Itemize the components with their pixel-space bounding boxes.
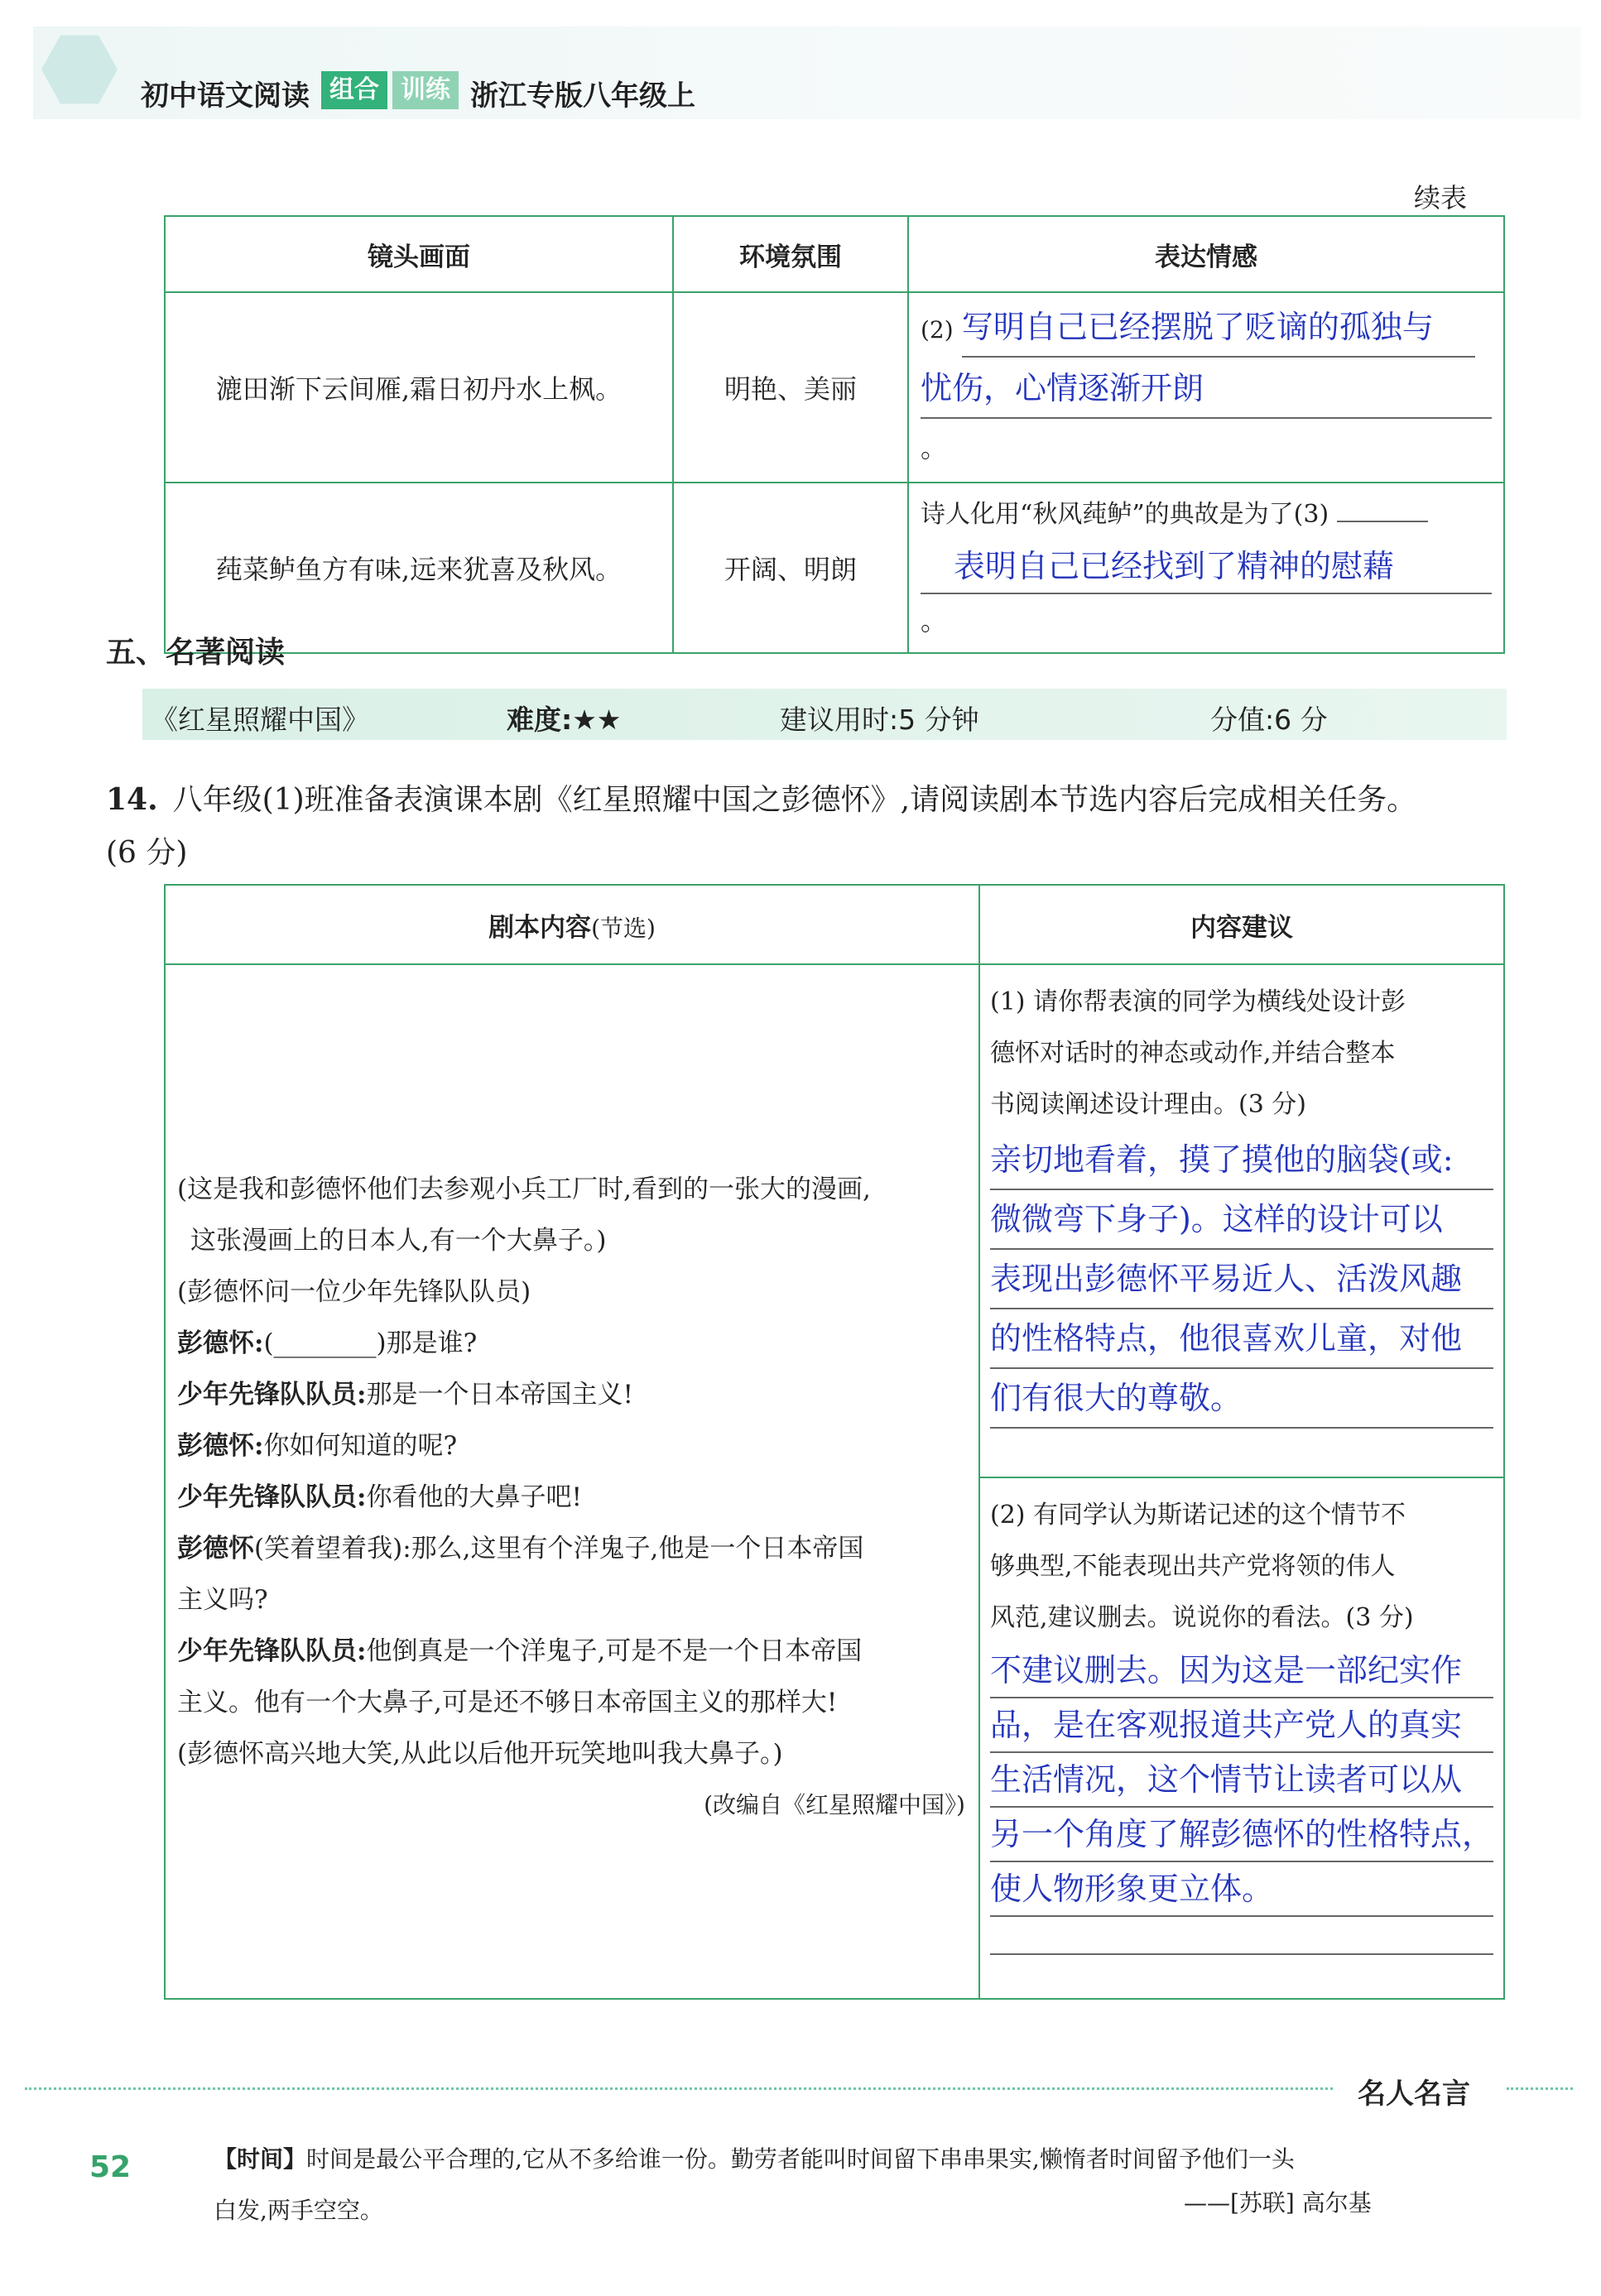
- tag-combo: 组合: [321, 71, 387, 109]
- col-header-suggestion: 内容建议: [979, 885, 1504, 964]
- handwritten-answer: 不建议删去。因为这是一部纪实作: [990, 1644, 1493, 1698]
- table-header-row: [165, 216, 1504, 292]
- table-row: [165, 964, 1504, 1477]
- quote-label: 【时间】: [214, 2145, 307, 2173]
- col-header-emotion: 表达情感: [908, 216, 1504, 292]
- handwritten-answer: 忧伤，心情逐渐开朗: [921, 359, 1492, 419]
- script-line: 主义。他有一个大鼻子,可是还不够日本帝国主义的那样大!: [177, 1688, 838, 1717]
- atmosphere-cell: 开阔、明朗: [673, 483, 908, 653]
- poem-analysis-table: [164, 215, 1505, 654]
- handwritten-answer: 亲切地看着，摸了摸他的脑袋(或:: [990, 1131, 1493, 1190]
- script-source: (改编自《红星照耀中国》): [704, 1791, 965, 1818]
- script-line: 少年先锋队队员:他倒真是一个洋鬼子,可是不是一个日本帝国: [177, 1636, 863, 1666]
- script-line: 彭德怀:(________)那是谁?: [177, 1328, 478, 1358]
- quote-text: 白发,两手空空。: [214, 2197, 383, 2224]
- suggestion-cell-2: [979, 1477, 1504, 1999]
- question-14: [106, 773, 1513, 880]
- period: 。: [921, 605, 948, 636]
- book-title: 初中语文阅读: [141, 79, 310, 113]
- question-points: (6 分): [106, 836, 188, 870]
- script-header-note: (节选): [591, 914, 656, 942]
- scene-cell: 漉田渐下云间雁,霜日初丹水上枫。: [165, 292, 673, 483]
- prompt-line: 德怀对话时的神态或动作,并结合整本: [989, 1039, 1396, 1068]
- difficulty-label: 难度:★★: [507, 704, 622, 736]
- continued-label: 续表: [1414, 182, 1468, 214]
- period: 。: [921, 432, 948, 464]
- table-row: [165, 483, 1504, 653]
- script-line: (这是我和彭德怀他们去参观小兵工厂时,看到的一张大的漫画,: [177, 1174, 871, 1204]
- suggestion-cell-1: [979, 964, 1504, 1477]
- script-line: 少年先锋队队员:那是一个日本帝国主义!: [177, 1380, 633, 1410]
- handwritten-answer: 生活情况，这个情节让读者可以从: [990, 1753, 1493, 1808]
- handwritten-answer: 表明自己已经找到了精神的慰藉: [921, 540, 1492, 594]
- question-number: (2): [921, 316, 954, 343]
- footer-divider: [25, 2087, 1333, 2090]
- famous-quotes-tag: 名人名言: [1358, 2077, 1470, 2111]
- prompt-line: 够典型,不能表现出共产党将领的伟人: [989, 1552, 1396, 1581]
- script-line: (彭德怀问一位少年先锋队队员): [177, 1277, 531, 1307]
- script-line: 主义吗?: [177, 1585, 268, 1615]
- prompt-line: (2) 有同学认为斯诺记述的这个情节不: [989, 1501, 1406, 1530]
- script-table: [164, 884, 1505, 2000]
- script-line: (彭德怀高兴地大笑,从此以后他开玩笑地叫我大鼻子。): [177, 1739, 783, 1769]
- prompt-line: 书阅读阐述设计理由。(3 分): [989, 1090, 1307, 1119]
- script-content-cell: [165, 964, 979, 1999]
- prompt-line: 风范,建议删去。说说你的看法。(3 分): [989, 1603, 1414, 1632]
- blank-line: [1337, 521, 1428, 522]
- handwritten-answer: 微微弯下身子)。这样的设计可以: [990, 1190, 1493, 1250]
- score-label: 分值:6 分: [1210, 704, 1328, 736]
- book-name: 《红星照耀中国》: [151, 704, 369, 736]
- atmosphere-cell: 明艳、美丽: [673, 292, 908, 483]
- script-line: 少年先锋队队员:你看他的大鼻子吧!: [177, 1482, 582, 1512]
- col-header-scene: 镜头画面: [165, 216, 673, 292]
- handwritten-answer: 写明自己已经摆脱了贬谪的孤独与: [962, 298, 1475, 358]
- col-header-script: [165, 885, 979, 964]
- table-row: [165, 292, 1504, 483]
- footer-divider: [1507, 2087, 1573, 2090]
- script-line: 彭德怀(笑着望着我):那么,这里有个洋鬼子,他是一个日本帝国: [177, 1534, 864, 1563]
- script-line: 这张漫画上的日本人,有一个大鼻子。): [190, 1226, 607, 1256]
- table-header-row: [165, 885, 1504, 964]
- tag-training: 训练: [392, 71, 459, 109]
- scene-cell: 莼菜鲈鱼方有味,远来犹喜及秋风。: [165, 483, 673, 653]
- handwritten-answer: 品，是在客观报道共产党人的真实: [990, 1698, 1493, 1753]
- blank-line: [990, 1917, 1493, 1955]
- script-header-label: 剧本内容: [488, 912, 592, 943]
- question-text: 八年级(1)班准备表演课本剧《红星照耀中国之彭德怀》,请阅读剧本节选内容后完成相关任务。: [172, 783, 1417, 817]
- quote-text: 时间是最公平合理的,它从不多给谁一份。勤劳者能叫时间留下串串果实,懒惰者时间留予他们一头: [306, 2145, 1295, 2173]
- prompt-line: (1) 请你帮表演的同学为横线处设计彭: [989, 987, 1406, 1016]
- script-line: 彭德怀:你如何知道的呢?: [177, 1431, 458, 1461]
- col-header-atmosphere: 环境氛围: [673, 216, 908, 292]
- handwritten-answer: 另一个角度了解彭德怀的性格特点，: [990, 1808, 1493, 1862]
- handwritten-answer: 的性格特点，他很喜欢儿童，对他: [990, 1309, 1493, 1369]
- question-number: 14.: [106, 782, 158, 817]
- page-number: 52: [89, 2150, 132, 2184]
- time-label: 建议用时:5 分钟: [780, 704, 979, 736]
- section-title: 五、名著阅读: [106, 636, 286, 670]
- emotion-cell: [908, 292, 1504, 483]
- emotion-prompt: 诗人化用“秋风莼鲈”的典故是为了(3): [921, 500, 1329, 529]
- quote-author: ——[苏联] 高尔基: [1184, 2189, 1372, 2217]
- book-subtitle: 浙江专版八年级上: [470, 79, 695, 113]
- handwritten-answer: 们有很大的尊敬。: [990, 1369, 1493, 1429]
- reading-info-band: [142, 689, 1507, 740]
- handwritten-answer: 表现出彭德怀平易近人、活泼风趣: [990, 1250, 1493, 1309]
- emotion-cell: [908, 483, 1504, 653]
- handwritten-answer: 使人物形象更立体。: [990, 1862, 1493, 1917]
